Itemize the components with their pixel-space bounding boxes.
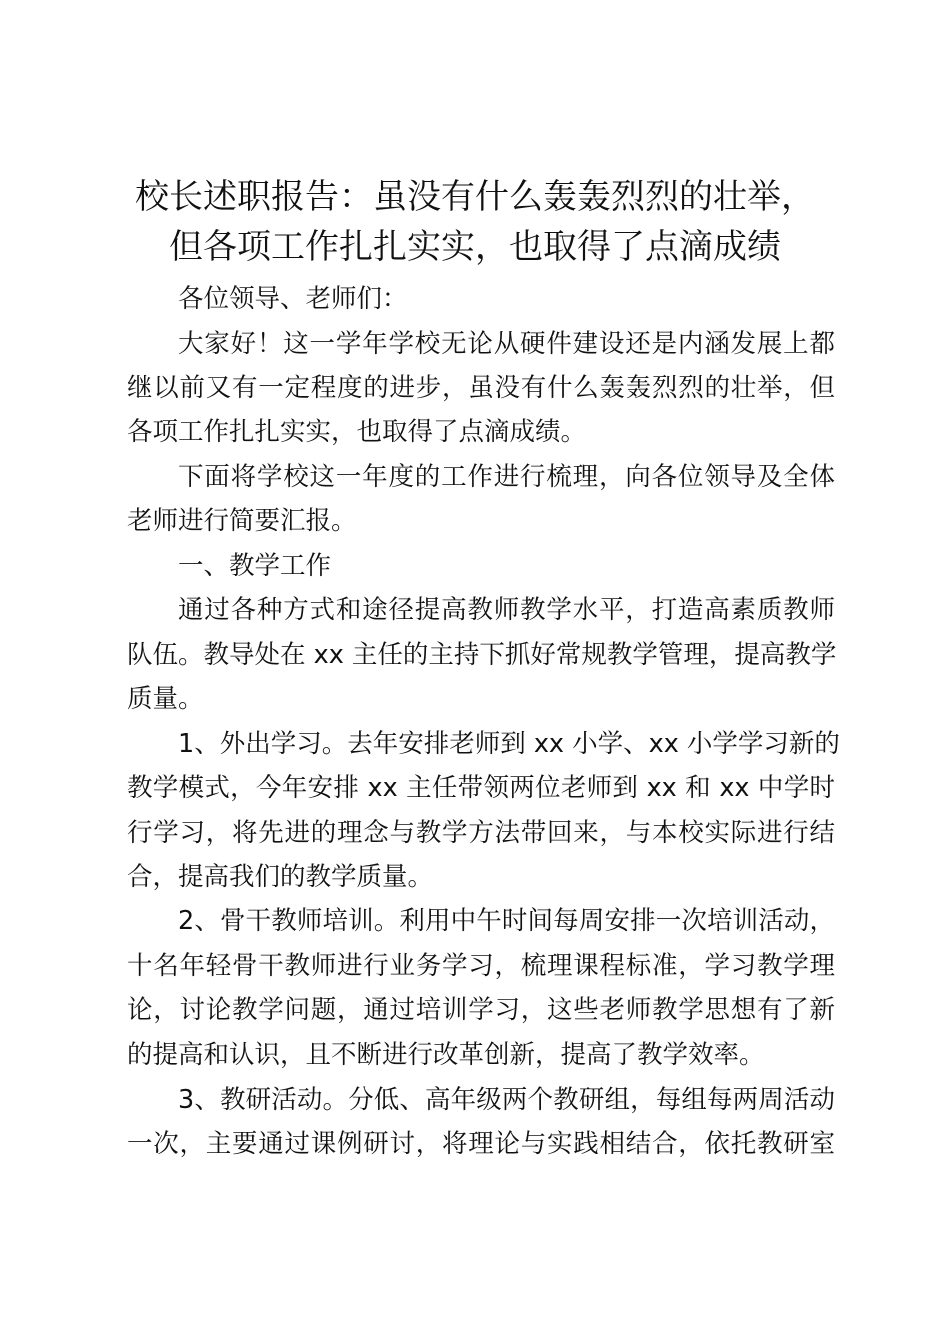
body-line: 老师进行简要汇报。 xyxy=(127,506,357,536)
body-line: 一次，主要通过课例研讨，将理论与实践相结合，依托教研室 xyxy=(127,1129,835,1159)
body-line: 合，提高我们的教学质量。 xyxy=(127,862,434,892)
document-title-line-2: 但各项工作扎扎实实，也取得了点滴成绩 xyxy=(169,227,781,267)
salutation: 各位领导、老师们： xyxy=(178,284,408,314)
body-line: 通过各种方式和途径提高教师教学水平，打造高素质教师 xyxy=(178,595,835,625)
body-line: 2、骨干教师培训。利用中午时间每周安排一次培训活动， xyxy=(178,906,835,936)
document-title-line-1: 校长述职报告：虽没有什么轰轰烈烈的壮举， xyxy=(135,177,815,217)
body-line: 教学模式，今年安排 xx 主任带领两位老师到 xx 和 xx 中学时 xyxy=(127,773,835,803)
body-line: 各项工作扎扎实实，也取得了点滴成绩。 xyxy=(127,417,587,447)
body-line: 3、教研活动。分低、高年级两个教研组，每组每两周活动 xyxy=(178,1085,835,1115)
body-line: 十名年轻骨干教师进行业务学习，梳理课程标准，学习教学理 xyxy=(127,951,835,981)
body-line: 行学习，将先进的理念与教学方法带回来，与本校实际进行结 xyxy=(127,818,835,848)
body-line: 论，讨论教学问题，通过培训学习，这些老师教学思想有了新 xyxy=(127,995,835,1025)
body-line: 队伍。教导处在 xx 主任的主持下抓好常规教学管理，提高教学 xyxy=(127,640,837,670)
body-line: 1、外出学习。去年安排老师到 xx 小学、xx 小学学习新的 xyxy=(178,729,840,759)
body-line: 继以前又有一定程度的进步，虽没有什么轰轰烈烈的壮举，但 xyxy=(127,373,835,403)
body-line: 的提高和认识，且不断进行改革创新，提高了教学效率。 xyxy=(127,1040,765,1070)
section-heading: 一、教学工作 xyxy=(178,551,332,581)
body-line: 下面将学校这一年度的工作进行梳理，向各位领导及全体 xyxy=(178,462,835,492)
body-line: 质量。 xyxy=(127,684,204,714)
body-line: 大家好！这一学年学校无论从硬件建设还是内涵发展上都 xyxy=(178,329,835,359)
